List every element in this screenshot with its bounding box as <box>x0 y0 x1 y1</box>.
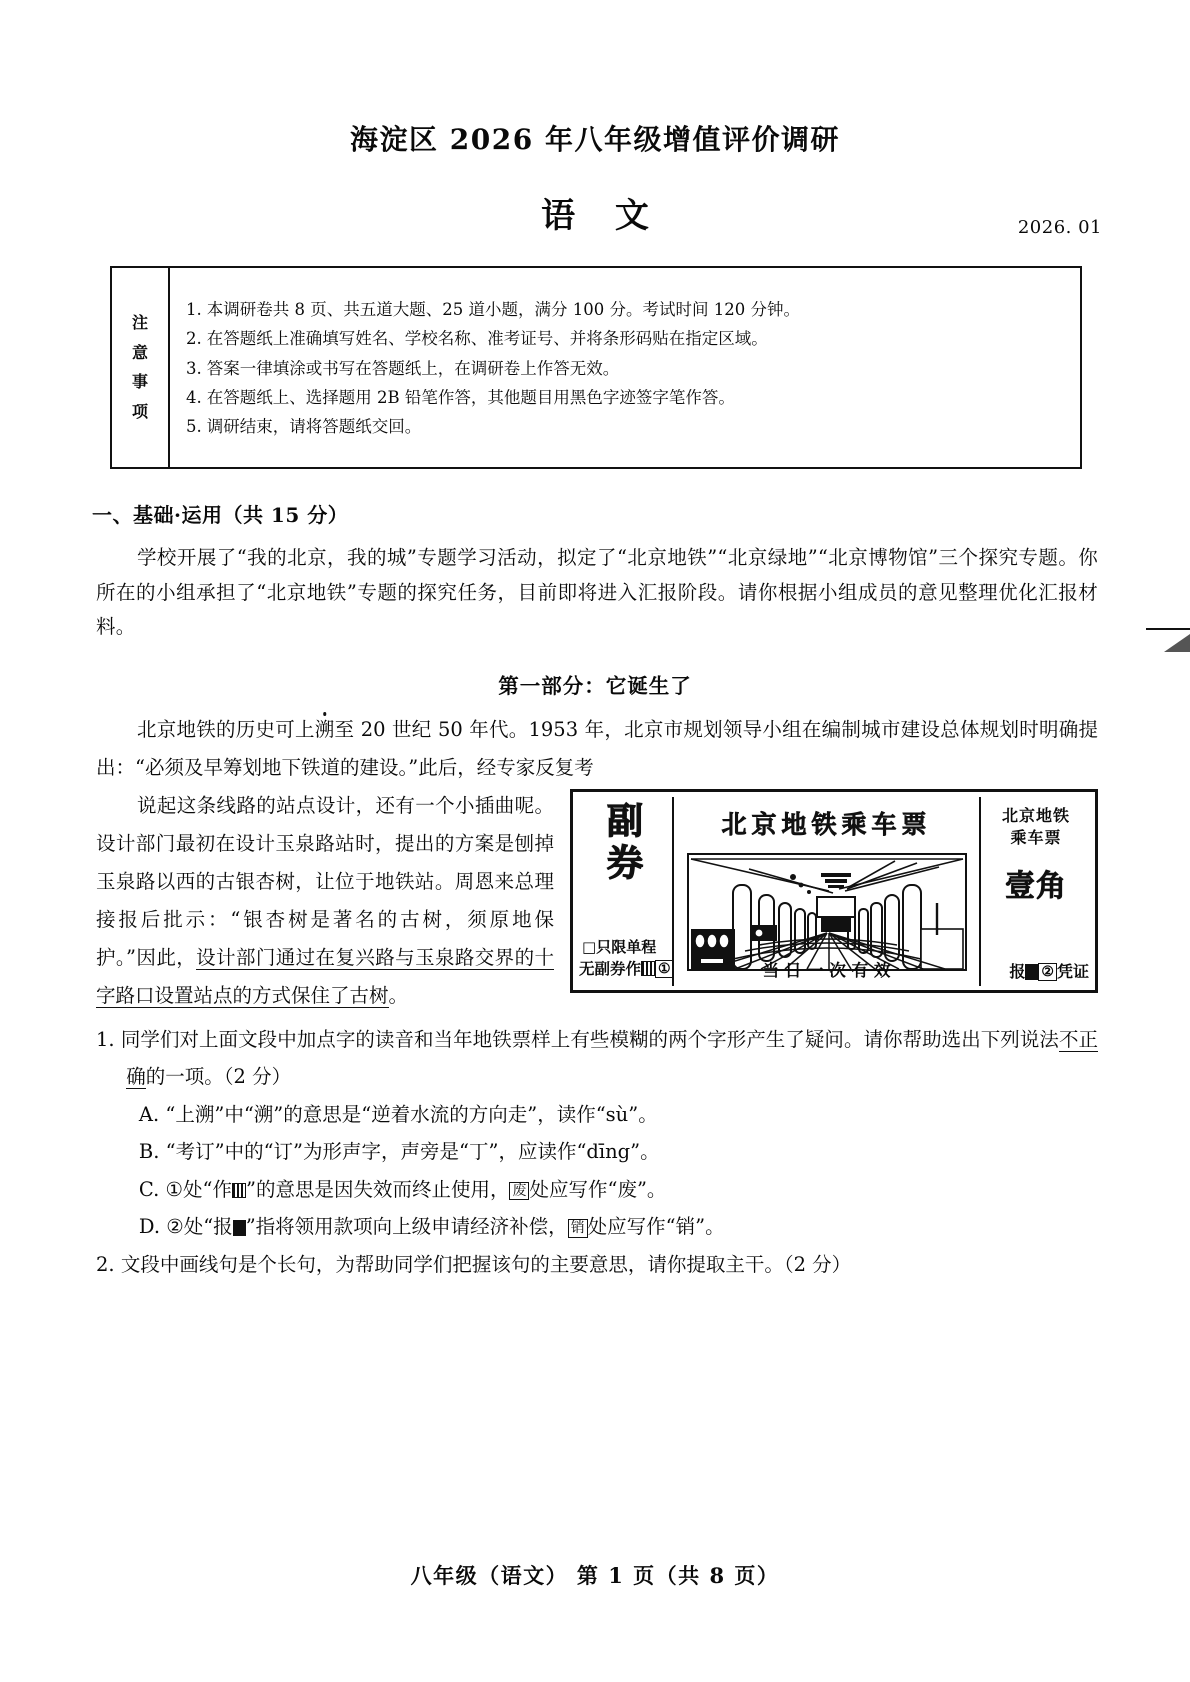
section-intro-paragraph: 学校开展了“我的北京，我的城”专题学习活动，拟定了“北京地铁”“北京绿地”“北京博物馆”三个探究专题。你所在的小组承担了“北京地铁”专题的探究任务，目前即将进入汇报阶段。请你根据小组成员的意见整理优化汇报材料。 <box>96 545 1098 639</box>
option-d-text-after: ”指将领用款项向上级申请经济补偿， <box>245 1215 568 1239</box>
ticket-validity-text: 当 日 一 次 有 效 <box>762 960 891 980</box>
option-a-text: “上溯”中“溯”的意思是“逆着水流的方向走”，读作“sù”。 <box>165 1102 658 1126</box>
part-title: 第一部分：它诞生了 <box>498 673 692 698</box>
ticket-right-line-1: 北京地铁 <box>1001 805 1070 825</box>
notice-item <box>186 383 1070 412</box>
passage-wrap-area <box>96 787 1098 1015</box>
ticket-stub <box>578 797 674 986</box>
passage-p1-seg-a: 北京地铁的历史可上 <box>136 717 315 741</box>
notice-item-list <box>170 284 1080 451</box>
option-c-text-before: ①处“作 <box>165 1177 232 1201</box>
notice-item-text: 在答题纸上、选择题用 2B 铅笔作答，其他题目用黑色字迹签字笔作答。 <box>206 388 735 408</box>
ticket-validity-row <box>674 955 979 987</box>
ticket-center <box>674 797 979 986</box>
notice-item-text: 本调研卷共 8 页、共五道大题、25 道小题，满分 100 分。考试时间 120 分钟。 <box>206 300 800 319</box>
notice-box <box>110 266 1082 469</box>
question-2-number: 2. <box>96 1252 115 1276</box>
ticket-right-line-2: 乘车票 <box>1010 827 1062 847</box>
page-corner-mark <box>1146 628 1190 664</box>
notice-item-number: 2. <box>186 329 202 349</box>
corner-mark-triangle <box>1164 634 1190 652</box>
passage-paragraph-1 <box>96 711 1098 787</box>
subject-name: 语 文 <box>541 196 663 236</box>
notice-item-number: 3. <box>186 358 202 378</box>
question-1 <box>96 1021 1098 1096</box>
notice-label <box>112 268 170 467</box>
ticket-stub-char-quan: 券 <box>606 841 643 884</box>
option-c-box-glyph: 废 <box>509 1182 529 1201</box>
ticket-stub-char-fu: 副 <box>606 799 643 842</box>
subway-ticket-graphic <box>570 789 1098 993</box>
circled-mark-1: ① <box>655 960 674 979</box>
question-list <box>96 1021 1098 1283</box>
ticket-figure <box>570 789 1098 993</box>
notice-label-char-4: 项 <box>131 401 148 421</box>
page-footer: 八年级（语文） 第 1 页（共 8 页） <box>410 1563 780 1588</box>
option-c-text-tail: 处应写作“废”。 <box>529 1177 667 1201</box>
option-d-letter: D. <box>138 1215 161 1239</box>
section-heading: 一、基础·运用（共 15 分） <box>92 502 349 527</box>
question-1-number: 1. <box>96 1028 115 1052</box>
smudge-block-icon <box>641 961 655 976</box>
passage-p2-seg-a: 说起这条线路的站点设计，还有一个小插曲呢。设计部门最初在设计玉泉路站时，提出的方案是刨掉玉泉路以西的古银杏树，让位于地铁站。周恩来总理接报后批示：“银杏树是著名的古树，须原地保护。”因此， <box>96 793 554 969</box>
question-1-text-b: 的一项。（2 分） <box>145 1065 292 1089</box>
circled-mark-2: ② <box>1038 963 1057 982</box>
notice-label-char-3: 事 <box>131 372 148 392</box>
notice-item <box>186 324 1070 353</box>
ticket-price: 壹角 <box>1005 869 1067 905</box>
illegible-glyph-solid-icon <box>233 1220 246 1236</box>
smudge-block-solid-icon <box>1025 964 1038 980</box>
option-d-text-before: ②处“报 <box>166 1215 233 1239</box>
notice-item-number: 4. <box>186 388 202 408</box>
notice-item <box>186 412 1070 441</box>
option-a-letter: A. <box>138 1102 160 1126</box>
question-1-text-a: 同学们对上面文段中加点字的读音和当年地铁票样上有些模糊的两个字形产生了疑问。请你帮助选出下列说法 <box>120 1028 1059 1052</box>
emphasis-char-su: 溯 <box>314 717 335 741</box>
ticket-title: 北京地铁乘车票 <box>721 809 932 839</box>
option-c-text-after: ”的意思是因失效而终止使用， <box>245 1177 510 1201</box>
option-d-text-tail: 处应写作“销”。 <box>587 1215 725 1239</box>
option-b-text: “考订”中的“订”为形声字，声旁是“丁”，应读作“dīng”。 <box>165 1140 660 1164</box>
notice-item-number: 5. <box>186 417 202 437</box>
ticket-stub-note-single-trip: □只限单程 <box>582 937 657 956</box>
passage-p2-seg-end: 。 <box>388 984 409 1008</box>
notice-item-text: 调研结束，请将答题纸交回。 <box>206 417 422 437</box>
notice-item-number: 1. <box>186 300 202 319</box>
notice-item <box>186 295 1070 324</box>
passage-p1-seg-b: 至 20 世纪 50 年代。1953 年，北京市规划领导小组在编制城市建设总体规划时明确提出：“必须及早筹划地下铁道的建设。”此后，经专家反复考 <box>96 717 1098 779</box>
question-2 <box>96 1246 1098 1283</box>
option-c[interactable] <box>96 1171 1098 1208</box>
exam-date: 2026. 01 <box>1017 217 1102 238</box>
tunnel-svg <box>689 855 965 969</box>
notice-item <box>186 354 1070 383</box>
option-d[interactable] <box>96 1208 1098 1245</box>
question-2-text: 文段中画线句是个长句，为帮助同学们把握该句的主要意思，请你提取主干。（2 分） <box>120 1252 852 1276</box>
option-c-letter: C. <box>138 1177 160 1201</box>
page-title: 海淀区 2026 年八年级增值评价调研 <box>350 123 840 156</box>
subway-tunnel-illustration <box>687 853 967 971</box>
option-d-box-glyph: 销 <box>568 1219 588 1238</box>
passage-underlined-sentence: 设计部门通过在复兴路与玉泉路交界的十字路口设置站点的方式保住了古树 <box>96 946 554 1008</box>
option-b-letter: B. <box>138 1140 160 1164</box>
illegible-glyph-block-icon <box>232 1183 246 1198</box>
subject-row <box>0 188 1190 240</box>
notice-label-char-2: 意 <box>131 342 148 362</box>
option-a[interactable] <box>96 1096 1098 1133</box>
notice-item-text: 答案一律填涂或书写在答题纸上，在调研卷上作答无效。 <box>206 358 620 378</box>
ticket-note-receipt: 报 ② 凭证 <box>1009 961 1089 981</box>
ticket-stub-note-void: 无副券作 ① <box>579 954 674 984</box>
notice-item-text: 在答题纸上准确填写姓名、学校名称、准考证号、并将条形码贴在指定区域。 <box>206 329 768 349</box>
option-b[interactable] <box>96 1133 1098 1170</box>
corner-mark-line <box>1146 628 1190 630</box>
notice-label-char-1: 注 <box>131 313 148 333</box>
question-1-emphasis: 不正确 <box>126 1028 1098 1089</box>
